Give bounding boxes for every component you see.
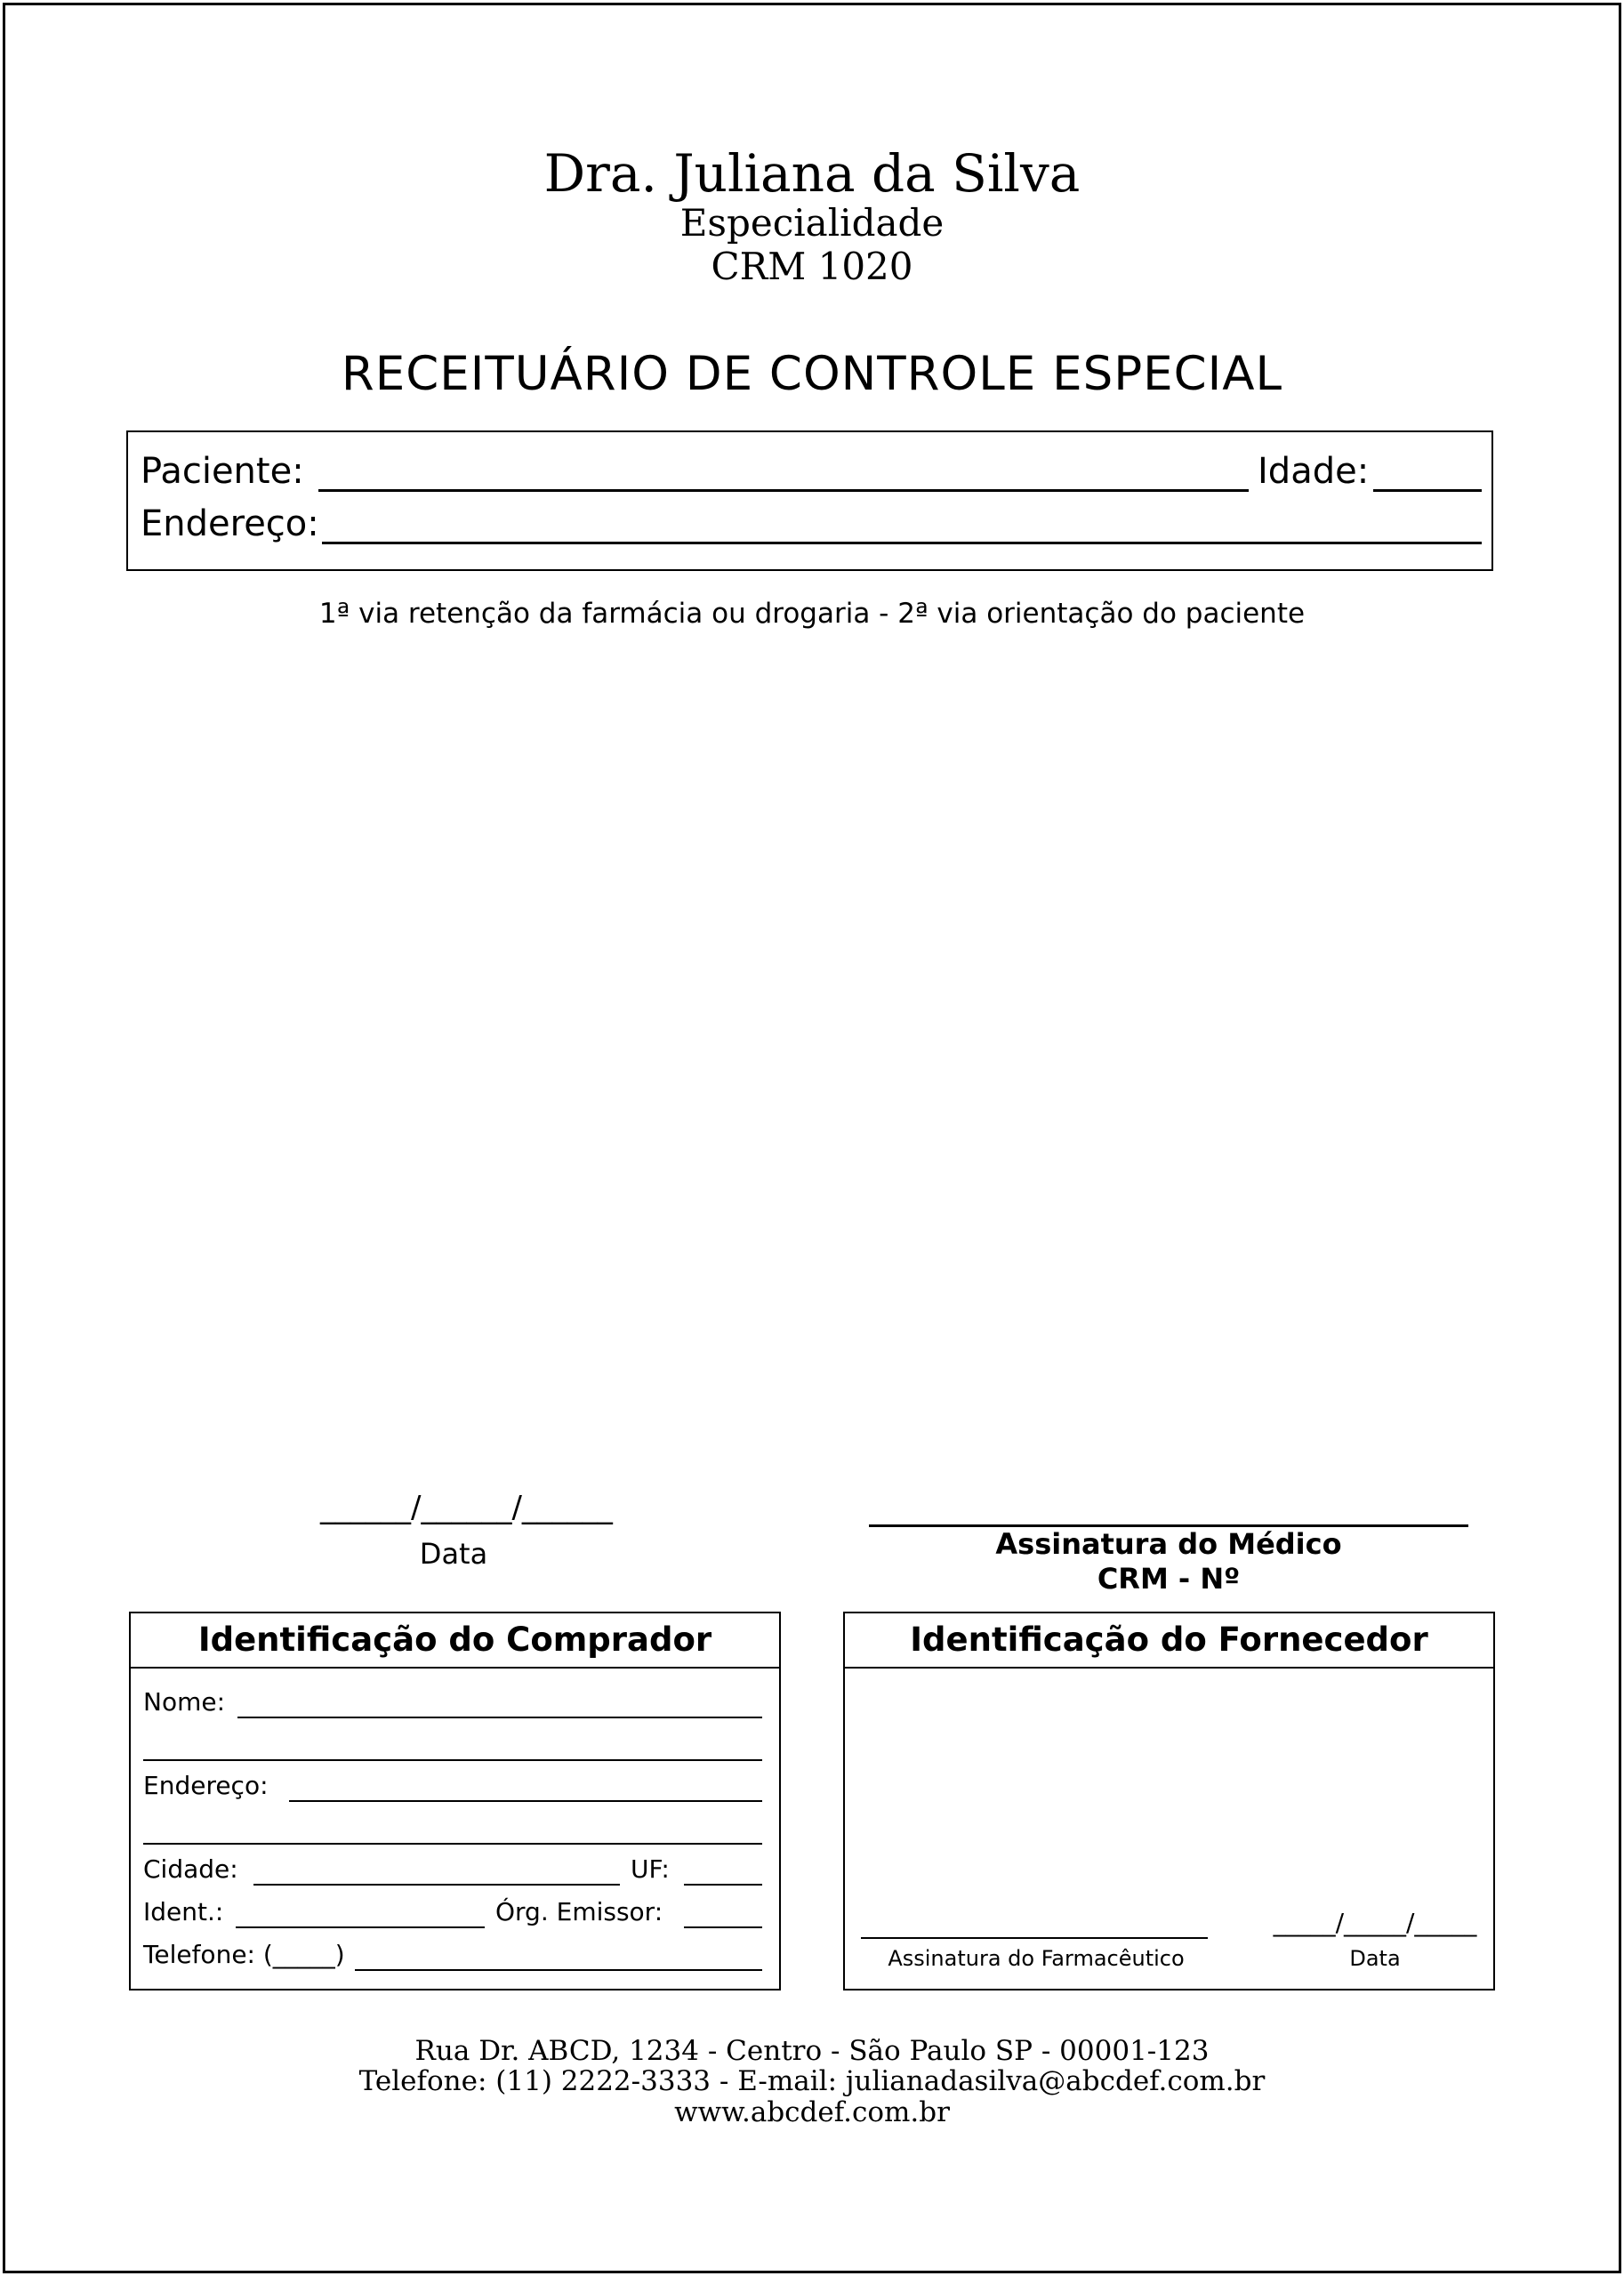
prescription-area[interactable] xyxy=(126,658,1493,1476)
age-label: Idade: xyxy=(1258,451,1370,492)
buyer-issuer-field[interactable] xyxy=(684,1896,762,1928)
pharmacist-signature-line[interactable] xyxy=(861,1907,1208,1939)
buyer-name-label: Nome: xyxy=(143,1687,226,1717)
address-field[interactable] xyxy=(322,503,1482,544)
doctor-signature-line[interactable] xyxy=(869,1503,1468,1527)
buyer-address-label: Endereço: xyxy=(143,1771,269,1800)
buyer-box-title: Identificação do Comprador xyxy=(131,1613,779,1669)
buyer-name-field[interactable] xyxy=(237,1686,762,1718)
buyer-issuer-label: Órg. Emissor: xyxy=(495,1897,663,1926)
buyer-uf-label: UF: xyxy=(631,1854,670,1884)
buyer-box xyxy=(129,1612,781,1990)
supplier-date-label: Data xyxy=(1349,1946,1401,1971)
buyer-address-field-2[interactable] xyxy=(143,1813,762,1845)
patient-name-field[interactable] xyxy=(318,450,1249,492)
doctor-crm-number-label: CRM - Nº xyxy=(1097,1562,1241,1596)
doctor-signature-label: Assinatura do Médico xyxy=(995,1527,1342,1561)
age-field[interactable] xyxy=(1373,450,1482,492)
buyer-phone-label: Telefone: (_____) xyxy=(143,1940,345,1969)
footer-contact: Telefone: (11) 2222-3333 - E-mail: julianadasilva@abcdef.com.br xyxy=(358,2065,1266,2097)
buyer-city-label: Cidade: xyxy=(143,1854,238,1884)
buyer-phone-field[interactable] xyxy=(355,1939,762,1971)
prescription-date-field[interactable]: ______/______/______ xyxy=(320,1490,613,1525)
supplier-box-title: Identificação do Fornecedor xyxy=(845,1613,1493,1669)
footer-website: www.abcdef.com.br xyxy=(674,2096,950,2128)
document-title: RECEITUÁRIO DE CONTROLE ESPECIAL xyxy=(341,347,1283,401)
copy-note: 1ª via retenção da farmácia ou drogaria - 2ª via orientação do paciente xyxy=(318,598,1306,630)
address-label: Endereço: xyxy=(141,503,319,544)
doctor-specialty: Especialidade xyxy=(679,201,945,245)
footer-address: Rua Dr. ABCD, 1234 - Centro - São Paulo SP - 00001-123 xyxy=(414,2035,1210,2067)
patient-box xyxy=(126,430,1493,571)
doctor-crm: CRM 1020 xyxy=(711,245,913,288)
supplier-date-field[interactable]: _____/_____/_____ xyxy=(1273,1908,1477,1937)
pharmacist-signature-label: Assinatura do Farmacêutico xyxy=(888,1946,1185,1971)
buyer-name-field-2[interactable] xyxy=(143,1729,762,1761)
buyer-ident-field[interactable] xyxy=(236,1896,485,1928)
buyer-ident-label: Ident.: xyxy=(143,1897,224,1926)
patient-label: Paciente: xyxy=(141,451,304,492)
doctor-name: Dra. Juliana da Silva xyxy=(543,143,1081,204)
prescription-date-label: Data xyxy=(419,1537,488,1571)
buyer-city-field[interactable] xyxy=(253,1854,620,1886)
buyer-address-field[interactable] xyxy=(289,1770,762,1802)
supplier-box xyxy=(843,1612,1495,1990)
buyer-uf-field[interactable] xyxy=(684,1854,762,1886)
